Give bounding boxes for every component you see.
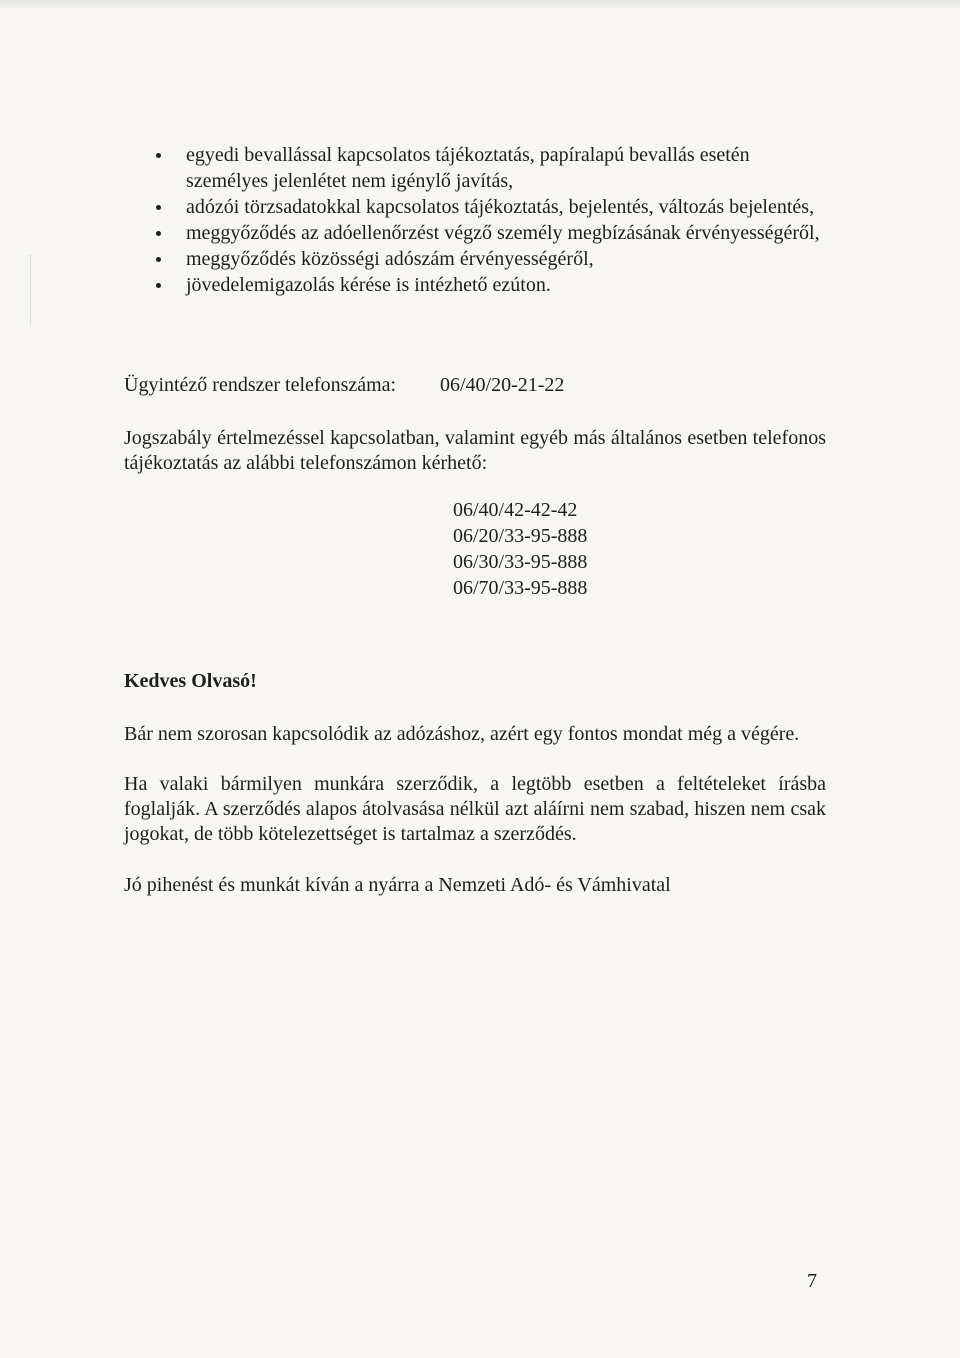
phone-number: 06/70/33-95-888 xyxy=(453,577,588,599)
bullet-item xyxy=(150,272,830,298)
phone-number: 06/40/42-42-42 xyxy=(453,499,578,521)
bullet-item xyxy=(150,220,830,246)
bullet-item xyxy=(150,194,830,220)
bullet-text: egyedi bevallással kapcsolatos tájékoztatás, papíralapú bevallás esetén személyes jelenlétet nem igénylő javítás, xyxy=(186,144,750,192)
bullet-icon xyxy=(156,153,161,158)
phone-number: 06/20/33-95-888 xyxy=(453,525,588,547)
phone-number-list xyxy=(453,497,587,601)
ugyintezo-phone-number: 06/40/20-21-22 xyxy=(440,374,565,396)
closing-line: Jó pihenést és munkát kíván a nyárra a Nemzeti Adó- és Vámhivatal xyxy=(124,874,671,896)
bullet-text: meggyőződés az adóellenőrzést végző személy megbízásának érvényességéről, xyxy=(186,222,820,244)
ugyintezo-label: Ügyintéző rendszer telefonszáma: xyxy=(124,374,397,396)
bullet-icon xyxy=(156,257,161,262)
bullet-icon xyxy=(156,283,161,288)
bullet-item xyxy=(150,246,830,272)
intro-paragraph: Bár nem szorosan kapcsolódik az adózáshoz, azért egy fontos mondat még a végére. xyxy=(124,723,800,745)
general-info-paragraph: Jogszabály értelmezéssel kapcsolatban, valamint egyéb más általános esetben telefonos tájékoztatás az alábbi telefonszámon kérhető: xyxy=(124,427,826,474)
scan-margin-marks xyxy=(30,255,33,325)
bullet-text: jövedelemigazolás kérése is intézhető ezúton. xyxy=(186,274,551,296)
scan-top-edge xyxy=(0,0,960,10)
bullet-text: adózói törzsadatokkal kapcsolatos tájékoztatás, bejelentés, változás bejelentés, xyxy=(186,196,815,218)
bullet-icon xyxy=(156,231,161,236)
bullet-icon xyxy=(156,205,161,210)
phone-number: 06/30/33-95-888 xyxy=(453,551,588,573)
contract-paragraph: Ha valaki bármilyen munkára szerződik, a legtöbb esetben a feltételeket írásba foglalják. A szerződés alapos átolvasása nélkül azt aláírni nem szabad, hiszen nem csak jogokat, de több kötelezettséget is tartalmaz a szerződés. xyxy=(124,773,826,845)
services-bullet-list xyxy=(150,142,830,298)
bullet-text: meggyőződés közösségi adószám érvényességéről, xyxy=(186,248,594,270)
bullet-item xyxy=(150,142,830,194)
page-number: 7 xyxy=(807,1270,817,1292)
greeting-heading: Kedves Olvasó! xyxy=(124,670,257,692)
